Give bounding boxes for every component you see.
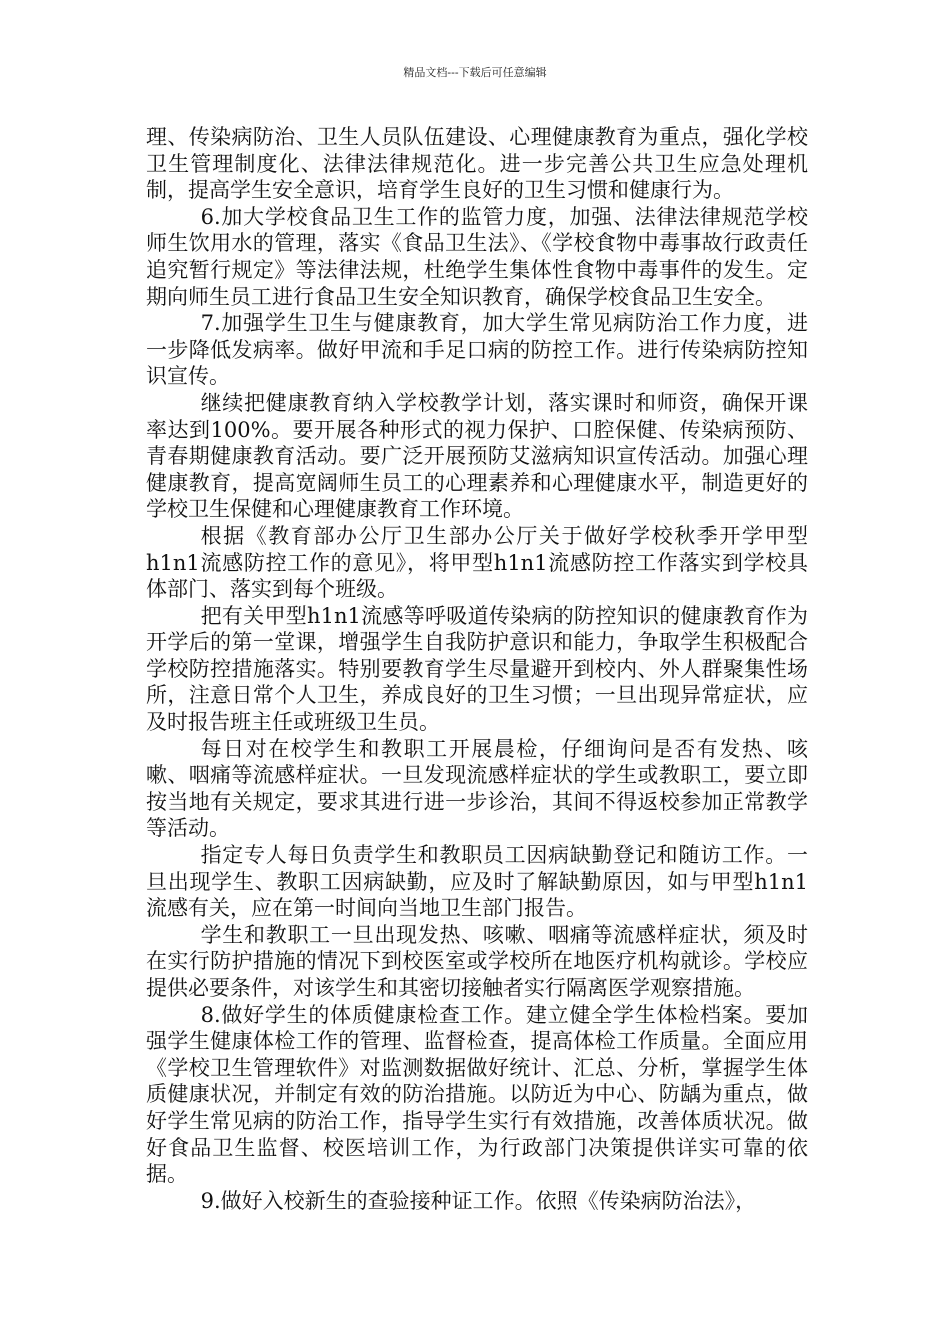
paragraph-morning-check: 每日对在校学生和教职工开展晨检，仔细询问是否有发热、咳嗽、咽痛等流感样症状。一旦发现流感样症状的学生或教职工，要立即按当地有关规定，要求其进行进一步诊治，其间不得返校参加正常教学等活动。 (146, 736, 808, 841)
paragraph-item-7: 7.加强学生卫生与健康教育，加大学生常见病防治工作力度，进一步降低发病率。做好甲流和手足口病的防控工作。进行传染病防控知识宣传。 (146, 311, 808, 389)
paragraph-continued: 理、传染病防治、卫生人员队伍建设、心理健康教育为重点，强化学校卫生管理制度化、法律法律规范化。进一步完善公共卫生应急处理机制，提高学生安全意识，培育学生良好的卫生习惯和健康行为。 (146, 125, 808, 203)
paragraph-item-8: 8.做好学生的体质健康检查工作。建立健全学生体检档案。要加强学生健康体检工作的管理、监督检查，提高体检工作质量。全面应用《学校卫生管理软件》对监测数据做好统计、汇总、分析，掌握学生体质健康状况，并制定有效的防治措施。以防近为中心、防龋为重点，做好学生常见病的防治工作，指导学生实行有效措施，改善体质状况。做好食品卫生监督、校医培训工作，为行政部门决策提供详实可靠的依据。 (146, 1002, 808, 1187)
page-header: 精品文档---下载后可任意编辑 (403, 66, 547, 79)
paragraph-first-lesson: 把有关甲型h1n1流感等呼吸道传染病的防控知识的健康教育作为开学后的第一堂课，增强学生自我防护意识和能力，争取学生积极配合学校防控措施落实。特别要教育学生尽量避开到校内、外人群聚集性场所，注意日常个人卫生，养成良好的卫生习惯；一旦出现异常症状，应及时报告班主任或班级卫生员。 (146, 603, 808, 735)
paragraph-item-6: 6.加大学校食品卫生工作的监管力度，加强、法律法律规范学校师生饮用水的管理，落实《食品卫生法》、《学校食物中毒事故行政责任追究暂行规定》等法律法规，杜绝学生集体性食物中毒事件的发生。定期向师生员工进行食品卫生安全知识教育，确保学校食品卫生安全。 (146, 204, 808, 309)
paragraph-health-education: 继续把健康教育纳入学校教学计划，落实课时和师资，确保开课率达到100%。要开展各种形式的视力保护、口腔保健、传染病预防、青春期健康教育活动。要广泛开展预防艾滋病知识宣传活动。加强心理健康教育，提高宽阔师生员工的心理素养和心理健康水平，制造更好的学校卫生保健和心理健康教育工作环境。 (146, 390, 808, 522)
paragraph-absence-tracking: 指定专人每日负责学生和教职员工因病缺勤登记和随访工作。一旦出现学生、教职工因病缺勤，应及时了解缺勤原因，如与甲型h1n1流感有关，应在第一时间向当地卫生部门报告。 (146, 843, 808, 921)
paragraph-item-9: 9.做好入校新生的查验接种证工作。依照《传染病防治法》， (200, 1188, 757, 1213)
paragraph-h1n1-notice: 根据《教育部办公厅卫生部办公厅关于做好学校秋季开学甲型h1n1流感防控工作的意见》，将甲型h1n1流感防控工作落实到学校具体部门、落实到每个班级。 (146, 523, 808, 602)
document-body (146, 124, 808, 1214)
paragraph-symptom-response: 学生和教职工一旦出现发热、咳嗽、咽痛等流感样症状，须及时在实行防护措施的情况下到校医室或学校所在地医疗机构就诊。学校应提供必要条件，对该学生和其密切接触者实行隔离医学观察措施。 (146, 922, 808, 1000)
